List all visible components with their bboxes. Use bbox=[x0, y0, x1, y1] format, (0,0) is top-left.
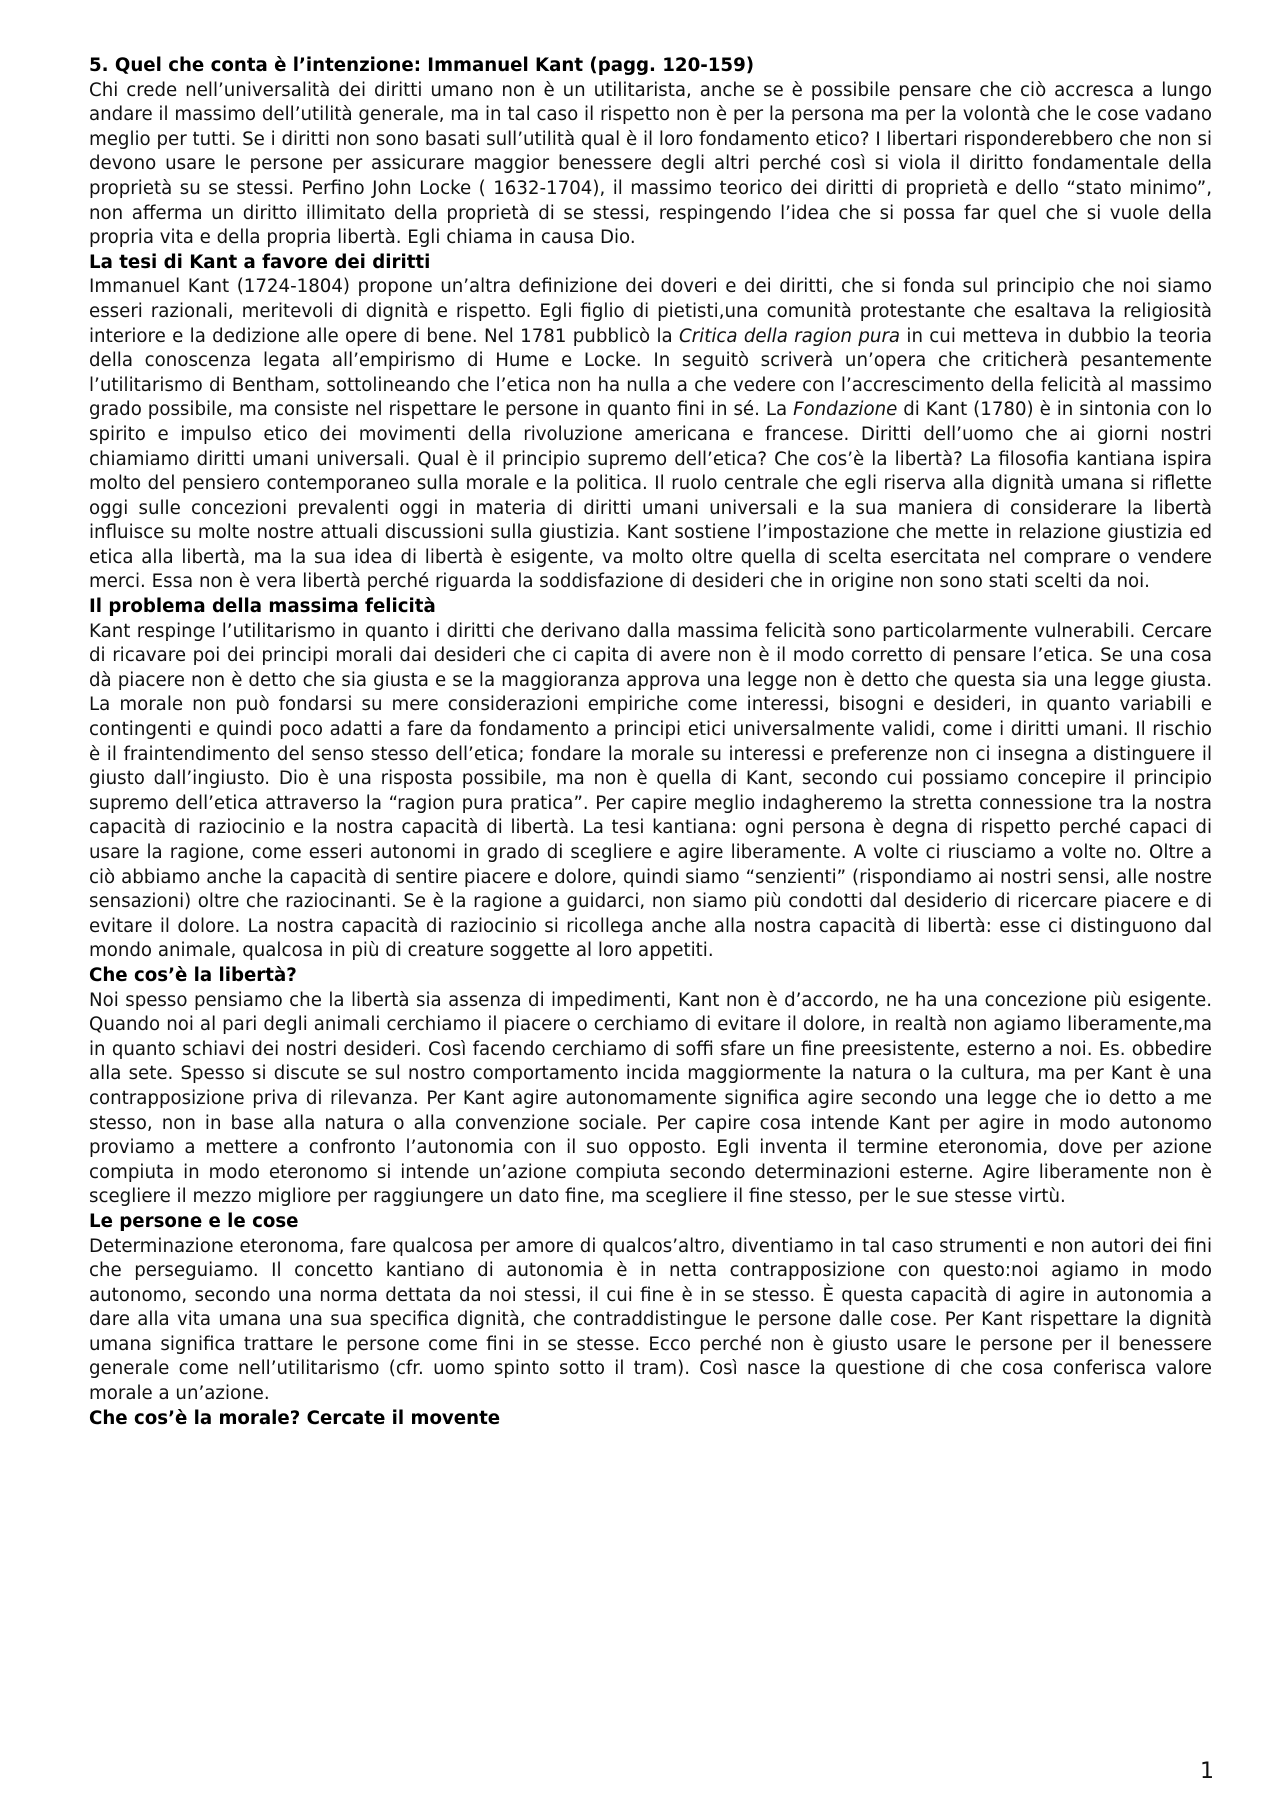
document-page bbox=[89, 54, 1212, 1431]
paragraph-text: di Kant (1780) è in sintonia con lo spirito e impulso etico dei movimenti della rivoluzione americana e francese. Diritti dell’uomo che ai giorni nostri chiamiamo diritti umani universali. Qual è il principio supremo dell’etica? Che cos’è la libertà? La filosofia kantiana ispira molto del pensiero contemporaneo sulla morale e la politica. Il ruolo centrale che egli riserva alla dignità umana si riflette oggi sulle concezioni prevalenti oggi in materia di diritti umani universali e la sua maniera di considerare la libertà influisce su molte nostre attuali discussioni sulla giustizia. Kant sostiene l’impostazione che mette in relazione giustizia ed etica alla libertà, ma la sua idea di libertà è esigente, va molto oltre quella di scelta esercitata nel comprare o vendere merci. Essa non è vera libertà perché riguarda la soddisfazione di desideri che in origine non sono stati scelti da noi. bbox=[89, 399, 1212, 593]
paragraph-text: Immanuel Kant (1724-1804) propone un’altra definizione dei doveri e dei diritti, che si fonda sul principio che noi siamo esseri razionali, meritevoli di dignità e rispetto. Egli figlio di pietisti,una comunità protestante che esaltava la religiosità interiore e la dedizione alle opere di bene. Nel 1781 pubblicò la bbox=[89, 276, 1212, 347]
section-heading-kant-rights: La tesi di Kant a favore dei diritti bbox=[89, 251, 431, 273]
paragraph-text: in cui metteva in dubbio la teoria della conoscenza legata all’empirismo di Hume e Locke. In seguitò scriverà un’opera che criticherà pesantemente l’utilitarismo di Bentham, sottolineando che l’etica non ha nulla a che vedere con l’accrescimento della felicità al massimo grado possibile, ma consiste nel rispettare le persone in quanto fini in sé. La bbox=[89, 325, 1213, 421]
book-title-fondazione: Fondazione bbox=[793, 399, 898, 421]
section-heading-freedom: Che cos’è la libertà? bbox=[89, 964, 297, 986]
section-paragraph-persons-things: Determinazione eteronoma, fare qualcosa per amore di qualcos’altro, diventiamo in tal caso strumenti e non autori dei fini che perseguiamo. Il concetto kantiano di autonomia è in netta contrapposizione con questo:noi agiamo in modo autonomo, secondo una norma dettata da noi stessi, il cui fine è in se stesso. È questa capacità di agire in autonomia a dare alla vita umana una sua specifica dignità, che contraddistingue le persone dalle cose. Per Kant rispettare la dignità umana significa trattare le persone come fini in se stesse. Ecco perché non è giusto usare le persone per il benessere generale come nell’utilitarismo (cfr. uomo spinto sotto il tram). Così nasce la questione di che cosa conferisca valore morale a un’azione. bbox=[89, 1235, 1212, 1405]
section-heading-persons-things: Le persone e le cose bbox=[89, 1210, 299, 1232]
book-title-critica: Critica della ragion pura bbox=[678, 325, 901, 347]
section-paragraph-happiness: Kant respinge l’utilitarismo in quanto i diritti che derivano dalla massima felicità sono particolarmente vulnerabili. Cercare di ricavare poi dei principi morali dai desideri che ci capita di avere non è il modo corretto di pensare l’etica. Se una cosa dà piacere non è detto che sia giusta e se la maggioranza approva una legge non è detto che questa sia una legge giusta. La morale non può fondarsi su mere considerazioni empiriche come interessi, bisogni e desideri, in quanto variabili e contingenti e quindi poco adatti a fare da fondamento a principi etici universalmente validi, come i diritti umani. Il rischio è il fraintendimento del senso stesso dell’etica; fondare la morale su interessi e preferenze non ci insegna a distinguere il giusto dall’ingiusto. Dio è una risposta possibile, ma non è quella di Kant, secondo cui possiamo concepire il principio supremo dell’etica attraverso la “ragion pura pratica”. Per capire meglio indagheremo la stretta connessione tra la nostra capacità di raziocinio e la nostra capacità di libertà. La tesi kantiana: ogni persona è degna di rispetto perché capaci di usare la ragione, come esseri autonomi in grado di scegliere e agire liberamente. A volte ci riusciamo a volte no. Oltre a ciò abbiamo anche la capacità di sentire piacere e dolore, quindi siamo “senzienti” (rispondiamo ai nostri sensi, alle nostre sensazioni) oltre che raziocinanti. Se è la ragione a guidarci, non siamo più condotti dal desiderio di ricercare piacere e di evitare il dolore. La nostra capacità di raziocinio si ricollega anche alla nostra capacità di libertà: esse ci distinguono dal mondo animale, qualcosa in più di creature soggette al loro appetiti. bbox=[89, 620, 1212, 962]
section-paragraph-kant-rights bbox=[89, 275, 1212, 595]
chapter-heading: 5. Quel che conta è l’intenzione: Immanuel Kant (pagg. 120-159) bbox=[89, 55, 755, 76]
section-heading-happiness: Il problema della massima felicità bbox=[89, 596, 436, 618]
page-number: 1 bbox=[1200, 1759, 1214, 1784]
intro-paragraph: Chi crede nell’universalità dei diritti umano non è un utilitarista, anche se è possibile pensare che ciò accresca a lungo andare il massimo dell’utilità generale, ma in tal caso il rispetto non è per la persona ma per la volontà che le cose vadano meglio per tutti. Se i diritti non sono basati sull’utilità qual è il loro fondamento etico? I libertari risponderebbero che non si devono usare le persone per assicurare maggior benessere degli altri perché così si viola il diritto fondamentale della proprietà su se stessi. Perfino John Locke ( 1632-1704), il massimo teorico dei diritti di proprietà e dello “stato minimo”, non afferma un diritto illimitato della proprietà di se stessi, respingendo l’idea che si possa far quel che si vuole della propria vita e della propria libertà. Egli chiama in causa Dio. bbox=[89, 79, 1212, 249]
section-heading-morality: Che cos’è la morale? Cercate il movente bbox=[89, 1407, 501, 1429]
section-paragraph-freedom: Noi spesso pensiamo che la libertà sia assenza di impedimenti, Kant non è d’accordo, ne ha una concezione più esigente. Quando noi al pari degli animali cerchiamo il piacere o cerchiamo di evitare il dolore, in realtà non agiamo liberamente,ma in quanto schiavi dei nostri desideri. Così facendo cerchiamo di soffi sfare un fine preesistente, esterno a noi. Es. obbedire alla sete. Spesso si discute se sul nostro comportamento incida maggiormente la natura o la cultura, ma per Kant è una contrapposizione priva di rilevanza. Per Kant agire autonomamente significa agire secondo una legge che io detto a me stesso, non in base alla natura o alla convenzione sociale. Per capire cosa intende Kant per agire in modo autonomo proviamo a mettere a confronto l’autonomia con il suo opposto. Egli inventa il termine eteronomia, dove per azione compiuta in modo eteronomo si intende un’azione compiuta secondo determinazioni esterne. Agire liberamente non è scegliere il mezzo migliore per raggiungere un dato fine, ma scegliere il fine stesso, per le sue stesse virtù. bbox=[89, 989, 1212, 1208]
